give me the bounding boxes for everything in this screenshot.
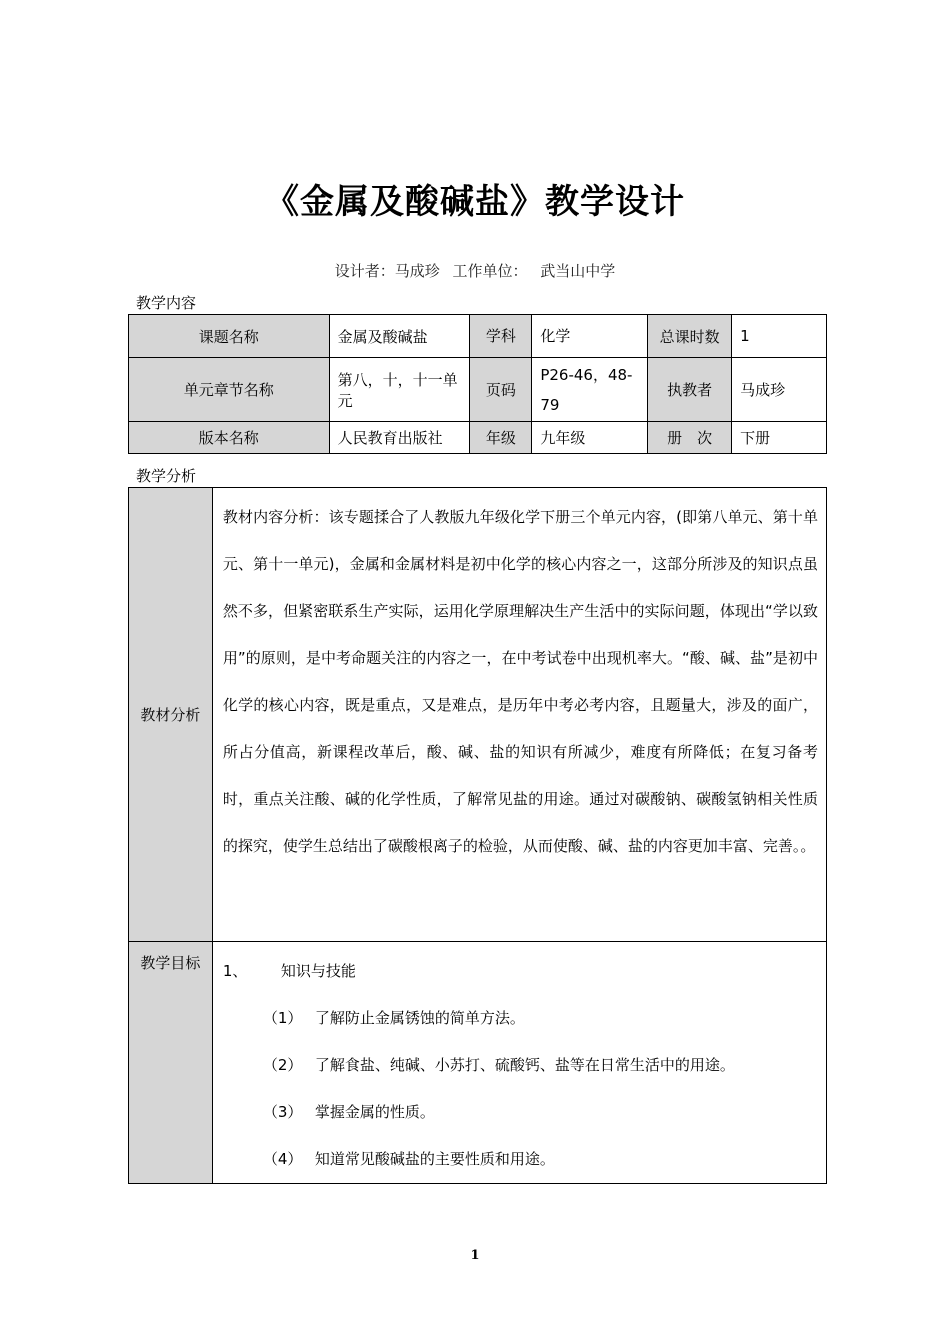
author-line xyxy=(0,260,950,281)
goal-item xyxy=(223,1089,826,1136)
topic-value: 金属及酸碱盐 xyxy=(329,315,470,358)
subject-label: 学科 xyxy=(470,315,532,358)
section-teaching-content: 教学内容 xyxy=(136,294,197,312)
volume-label: 册 次 xyxy=(648,422,732,454)
info-table xyxy=(128,314,827,454)
chapter-label: 单元章节名称 xyxy=(129,358,330,422)
goal-item-text: 了解防止金属锈蚀的简单方法。 xyxy=(314,1009,525,1027)
grade-label: 年级 xyxy=(470,422,532,454)
grade-value: 九年级 xyxy=(532,422,648,454)
material-analysis-text: 教材内容分析：该专题揉合了人教版九年级化学下册三个单元内容，(即第八单元、第十单元、第十一单元)，金属和金属材料是初中化学的核心内容之一，这部分所涉及的知识点虽然不多，但紧密联系生产实际，运用化学原理解决生产生活中的实际问题，体现出“学以致用”的原则，是中考命题关注的内容之一，在中考试卷中出现机率大。“酸、碱、盐”是初中化学的核心内容，既是重点，又是难点，是历年中考必考内容，且题量大，涉及的面广，所占分值高，新课程改革后，酸、碱、盐的知识有所减少，难度有所降低；在复习备考时，重点关注酸、碱的化学性质，了解常见盐的用途。通过对碳酸钠、碳酸氢钠相关性质的探究，使学生总结出了碳酸根离子的检验，从而使酸、碱、盐的内容更加丰富、完善。。 xyxy=(222,508,818,855)
page-value-line2: 79 xyxy=(540,395,560,414)
goal-item-text: 知道常见酸碱盐的主要性质和用途。 xyxy=(314,1150,555,1168)
work-unit-label: 工作单位： xyxy=(452,262,528,280)
teaching-goal-label: 教学目标 xyxy=(129,942,213,1184)
chapter-value: 第八，十，十一单元 xyxy=(329,358,470,422)
teacher-value: 马成珍 xyxy=(732,358,827,422)
goal-heading-number: 1、 xyxy=(222,962,248,980)
page-label: 页码 xyxy=(470,358,532,422)
teaching-goals xyxy=(213,942,826,1183)
goal-item-number: （3） xyxy=(262,1103,303,1121)
goal-item xyxy=(223,1136,826,1183)
subject-value: 化学 xyxy=(532,315,648,358)
goal-item-number: （2） xyxy=(262,1056,303,1074)
hours-value: 1 xyxy=(732,315,827,358)
topic-label: 课题名称 xyxy=(129,315,330,358)
volume-value: 下册 xyxy=(732,422,827,454)
page-value xyxy=(532,358,648,422)
designer-text: 设计者：马成珍 xyxy=(334,262,440,280)
goal-item xyxy=(223,1042,826,1089)
goal-item-text: 掌握金属的性质。 xyxy=(314,1103,435,1121)
goal-heading xyxy=(223,948,826,995)
goal-heading-text: 知识与技能 xyxy=(280,962,356,980)
goal-item xyxy=(223,995,826,1042)
goal-item-number: （4） xyxy=(262,1150,303,1168)
analysis-table xyxy=(128,487,827,1184)
edition-label: 版本名称 xyxy=(129,422,330,454)
section-teaching-analysis: 教学分析 xyxy=(136,467,197,485)
document-title: 《金属及酸碱盐》教学设计 xyxy=(265,182,685,222)
goal-item-number: （1） xyxy=(262,1009,303,1027)
edition-value: 人民教育出版社 xyxy=(329,422,470,454)
material-analysis-label: 教材分析 xyxy=(129,488,213,942)
school-name: 武当山中学 xyxy=(540,262,616,280)
teacher-label: 执教者 xyxy=(648,358,732,422)
page-number: 1 xyxy=(470,1248,480,1263)
hours-label: 总课时数 xyxy=(648,315,732,358)
page-value-line1: P26-46，48- xyxy=(540,365,633,384)
goal-item-text: 了解食盐、纯碱、小苏打、硫酸钙、盐等在日常生活中的用途。 xyxy=(314,1056,735,1074)
